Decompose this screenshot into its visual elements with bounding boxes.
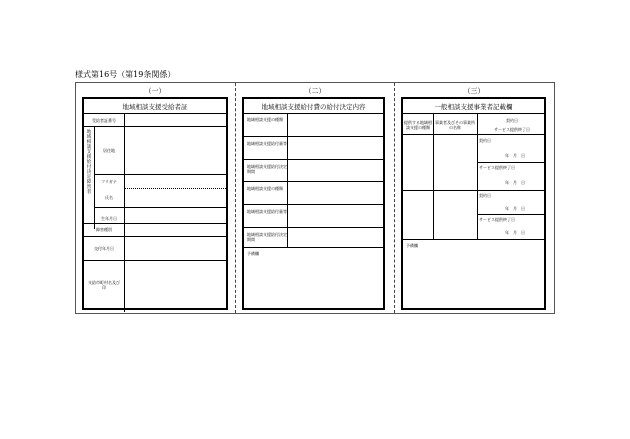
col-service-end: サービス提供終了日: [494, 127, 530, 132]
benefit-amount-label: 地域相談支援給付量等: [247, 141, 287, 146]
service-type-label: 地域相談支援の種類: [247, 117, 283, 122]
group-label: 地域相談支援給付決定障害者: [86, 129, 91, 194]
panel-3-heading: 一般相談支援事業者記載欄: [403, 99, 544, 114]
contract-date-label: 契約日: [479, 193, 491, 198]
panel-2-heading: 地域相談支援給付費の給付決定内容: [244, 99, 383, 114]
section-divider: [394, 83, 395, 313]
service-type-label: 地域相談支援の種類: [247, 186, 283, 191]
contract-date-label: 契約日: [479, 138, 491, 143]
section-number-3: （三）: [463, 87, 485, 95]
decision-period-label: 地域相談支援給付決定期間: [247, 164, 287, 174]
remarks-label: 予備欄: [247, 251, 259, 256]
decision-period-label: 地域相談支援給付決定期間: [247, 232, 287, 242]
section-number-1: （一）: [144, 87, 166, 95]
section-number-2: （二）: [304, 87, 326, 95]
col-provider-name: 事業者及びその事業所の名称: [435, 120, 475, 130]
col-service-type: 提供する地域相談支援の種類: [404, 120, 432, 130]
issue-date-label: 交付年月日: [94, 245, 114, 251]
form-title: 様式第16号（第19条関係）: [75, 70, 176, 79]
recipient-number-label: 受給者証番号: [92, 117, 116, 123]
contract-date-ymd: 年 月 日: [505, 153, 525, 158]
panel-1-heading: 地域相談支援受給者証: [84, 99, 226, 114]
furigana-label: フリガナ: [101, 178, 117, 184]
birthdate-label: 生年月日: [101, 215, 117, 221]
service-end-label: サービス提供終了日: [479, 217, 515, 222]
service-end-ymd: 年 月 日: [505, 230, 525, 235]
provider-record-panel: [401, 97, 546, 310]
recipient-certificate-panel: [82, 97, 228, 310]
section-divider: [235, 83, 236, 313]
service-end-ymd: 年 月 日: [505, 180, 525, 185]
benefit-decision-panel: [242, 97, 385, 310]
benefit-amount-label: 地域相談支援給付量等: [247, 209, 287, 214]
service-end-label: サービス提供終了日: [479, 165, 515, 170]
address-label: 居住地: [103, 147, 115, 153]
municipality-label: 支給市町村名及び印: [88, 280, 120, 290]
disability-type-label: 障害種別: [96, 227, 112, 232]
remarks-label: 予備欄: [406, 243, 418, 248]
col-contract-date: 契約日: [506, 118, 518, 123]
name-label: 氏名: [105, 195, 113, 200]
contract-date-ymd: 年 月 日: [505, 206, 525, 211]
